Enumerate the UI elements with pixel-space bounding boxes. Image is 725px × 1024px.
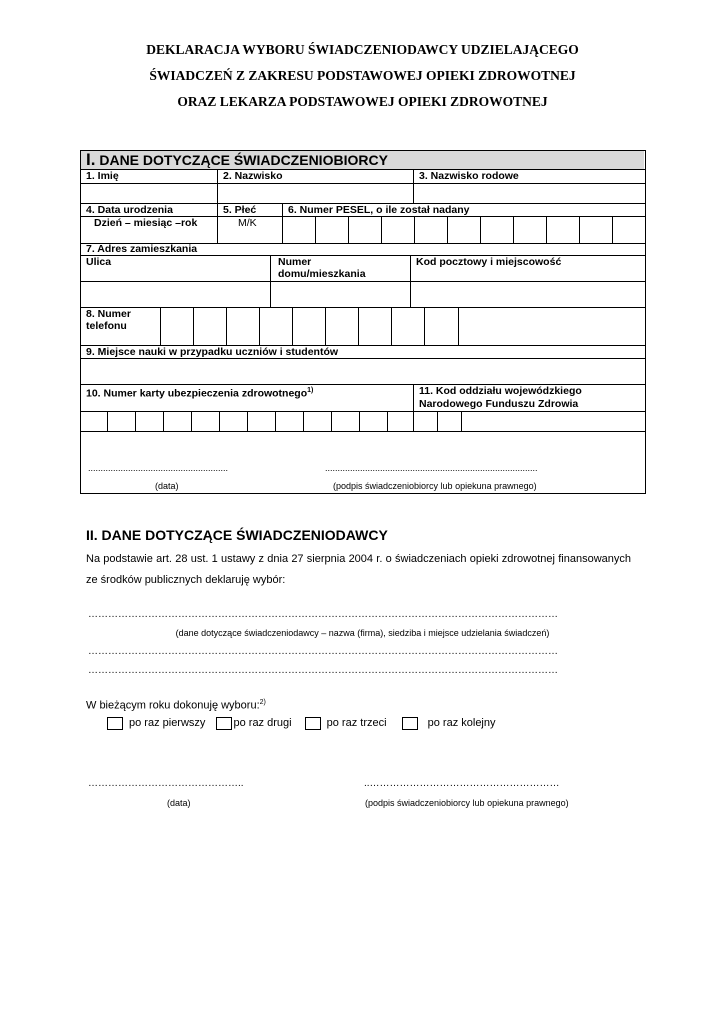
provider-dotted-line-1: …………………………………………………………………………………………………………………………… bbox=[88, 609, 558, 620]
label-nfz-branch: 11. Kod oddziału wojewódzkiego Narodowego Funduszu Zdrowia bbox=[419, 385, 582, 410]
footnote-1-marker: 1) bbox=[307, 387, 314, 394]
label-date-format: Dzień – miesiąc –rok bbox=[94, 217, 198, 229]
label-phone: 8. Numer telefonu bbox=[86, 308, 131, 332]
form-title-line-3: ORAZ LEKARZA PODSTAWOWEJ OPIEKI ZDROWOTNEJ bbox=[177, 94, 548, 109]
option-next-time-label: po raz kolejny bbox=[427, 717, 496, 730]
provider-dotted-line-3: …………………………………………………………………………………………………………………………… bbox=[88, 665, 558, 676]
choice-intro bbox=[86, 699, 266, 712]
label-first-name: 1. Imię bbox=[86, 170, 119, 182]
section-1-heading bbox=[86, 150, 388, 170]
section-2-title: II. DANE DOTYCZĄCE ŚWIADCZENIODAWCY bbox=[86, 527, 388, 543]
option-second-time[interactable] bbox=[216, 717, 291, 729]
signature-caption-2: (podpis świadczeniobiorcy lub opiekuna prawnego) bbox=[365, 798, 569, 808]
date-caption-1: (data) bbox=[155, 481, 179, 491]
option-second-time-label: po raz drugi bbox=[233, 717, 292, 730]
signature-caption-1: (podpis świadczeniobiorcy lub opiekuna prawnego) bbox=[333, 481, 537, 491]
label-surname: 2. Nazwisko bbox=[223, 170, 283, 182]
label-insurance-card-text: 10. Numer karty ubezpieczenia zdrowotnego bbox=[86, 387, 308, 400]
option-first-time-label: po raz pierwszy bbox=[129, 717, 206, 730]
label-family-name: 3. Nazwisko rodowe bbox=[419, 170, 519, 182]
label-pesel: 6. Numer PESEL, o ile został nadany bbox=[288, 204, 470, 216]
label-sex-options: M/K bbox=[238, 217, 257, 229]
label-address: 7. Adres zamieszkania bbox=[86, 243, 198, 255]
form-title-line-2: ŚWIADCZEŃ Z ZAKRESU PODSTAWOWEJ OPIEKI ZDROWOTNEJ bbox=[149, 68, 576, 83]
option-third-time-label: po raz trzeci bbox=[326, 717, 387, 730]
checkbox-next-time[interactable] bbox=[402, 717, 418, 730]
label-insurance-card bbox=[86, 385, 313, 400]
choice-options bbox=[107, 717, 496, 730]
label-postal-city: Kod pocztowy i miejscowość bbox=[416, 256, 562, 268]
date-dotted-line-1: ........................................................ bbox=[88, 463, 229, 473]
label-sex: 5. Płeć bbox=[223, 204, 257, 216]
section-2-paragraph: Na podstawie art. 28 ust. 1 ustawy z dnia 27 sierpnia 2004 r. o świadczeniach opieki zdrowotnej finansowanych ze środków publicznych deklaruję wybór: bbox=[86, 553, 631, 586]
option-third-time[interactable] bbox=[305, 717, 387, 729]
label-birth-date: 4. Data urodzenia bbox=[86, 204, 173, 216]
section-1-title: DANE DOTYCZĄCE ŚWIADCZENIOBIORCY bbox=[99, 152, 388, 168]
option-first-time[interactable] bbox=[107, 717, 205, 729]
provider-caption: (dane dotyczące świadczeniodawcy – nazwa (firma), siedziba i miejsce udzielania świadczeń) bbox=[175, 628, 550, 638]
choice-intro-text: W bieżącym roku dokonuję wyboru: bbox=[86, 699, 260, 712]
form-title-line-1: DEKLARACJA WYBORU ŚWIADCZENIODAWCY UDZIELAJĄCEGO bbox=[146, 42, 579, 57]
checkbox-second-time[interactable] bbox=[216, 717, 232, 730]
provider-dotted-line-2: …………………………………………………………………………………………………………………………… bbox=[88, 646, 558, 657]
label-school: 9. Miejsce nauki w przypadku uczniów i studentów bbox=[86, 346, 339, 358]
checkbox-first-time[interactable] bbox=[107, 717, 123, 730]
checkbox-third-time[interactable] bbox=[305, 717, 321, 730]
signature-dotted-line-2: ..………………………………………………… bbox=[364, 778, 560, 789]
date-dotted-line-2: ……………………………………….. bbox=[88, 778, 244, 789]
signature-dotted-line-1: ..................................................................................... bbox=[325, 463, 538, 473]
footnote-2-marker: 2) bbox=[259, 699, 266, 706]
option-next-time[interactable] bbox=[402, 717, 496, 729]
label-street: Ulica bbox=[86, 256, 112, 268]
section-1-roman: I. bbox=[86, 150, 96, 169]
date-caption-2: (data) bbox=[167, 798, 191, 808]
label-house-number: Numer domu/mieszkania bbox=[278, 256, 366, 280]
table-border bbox=[80, 150, 646, 494]
